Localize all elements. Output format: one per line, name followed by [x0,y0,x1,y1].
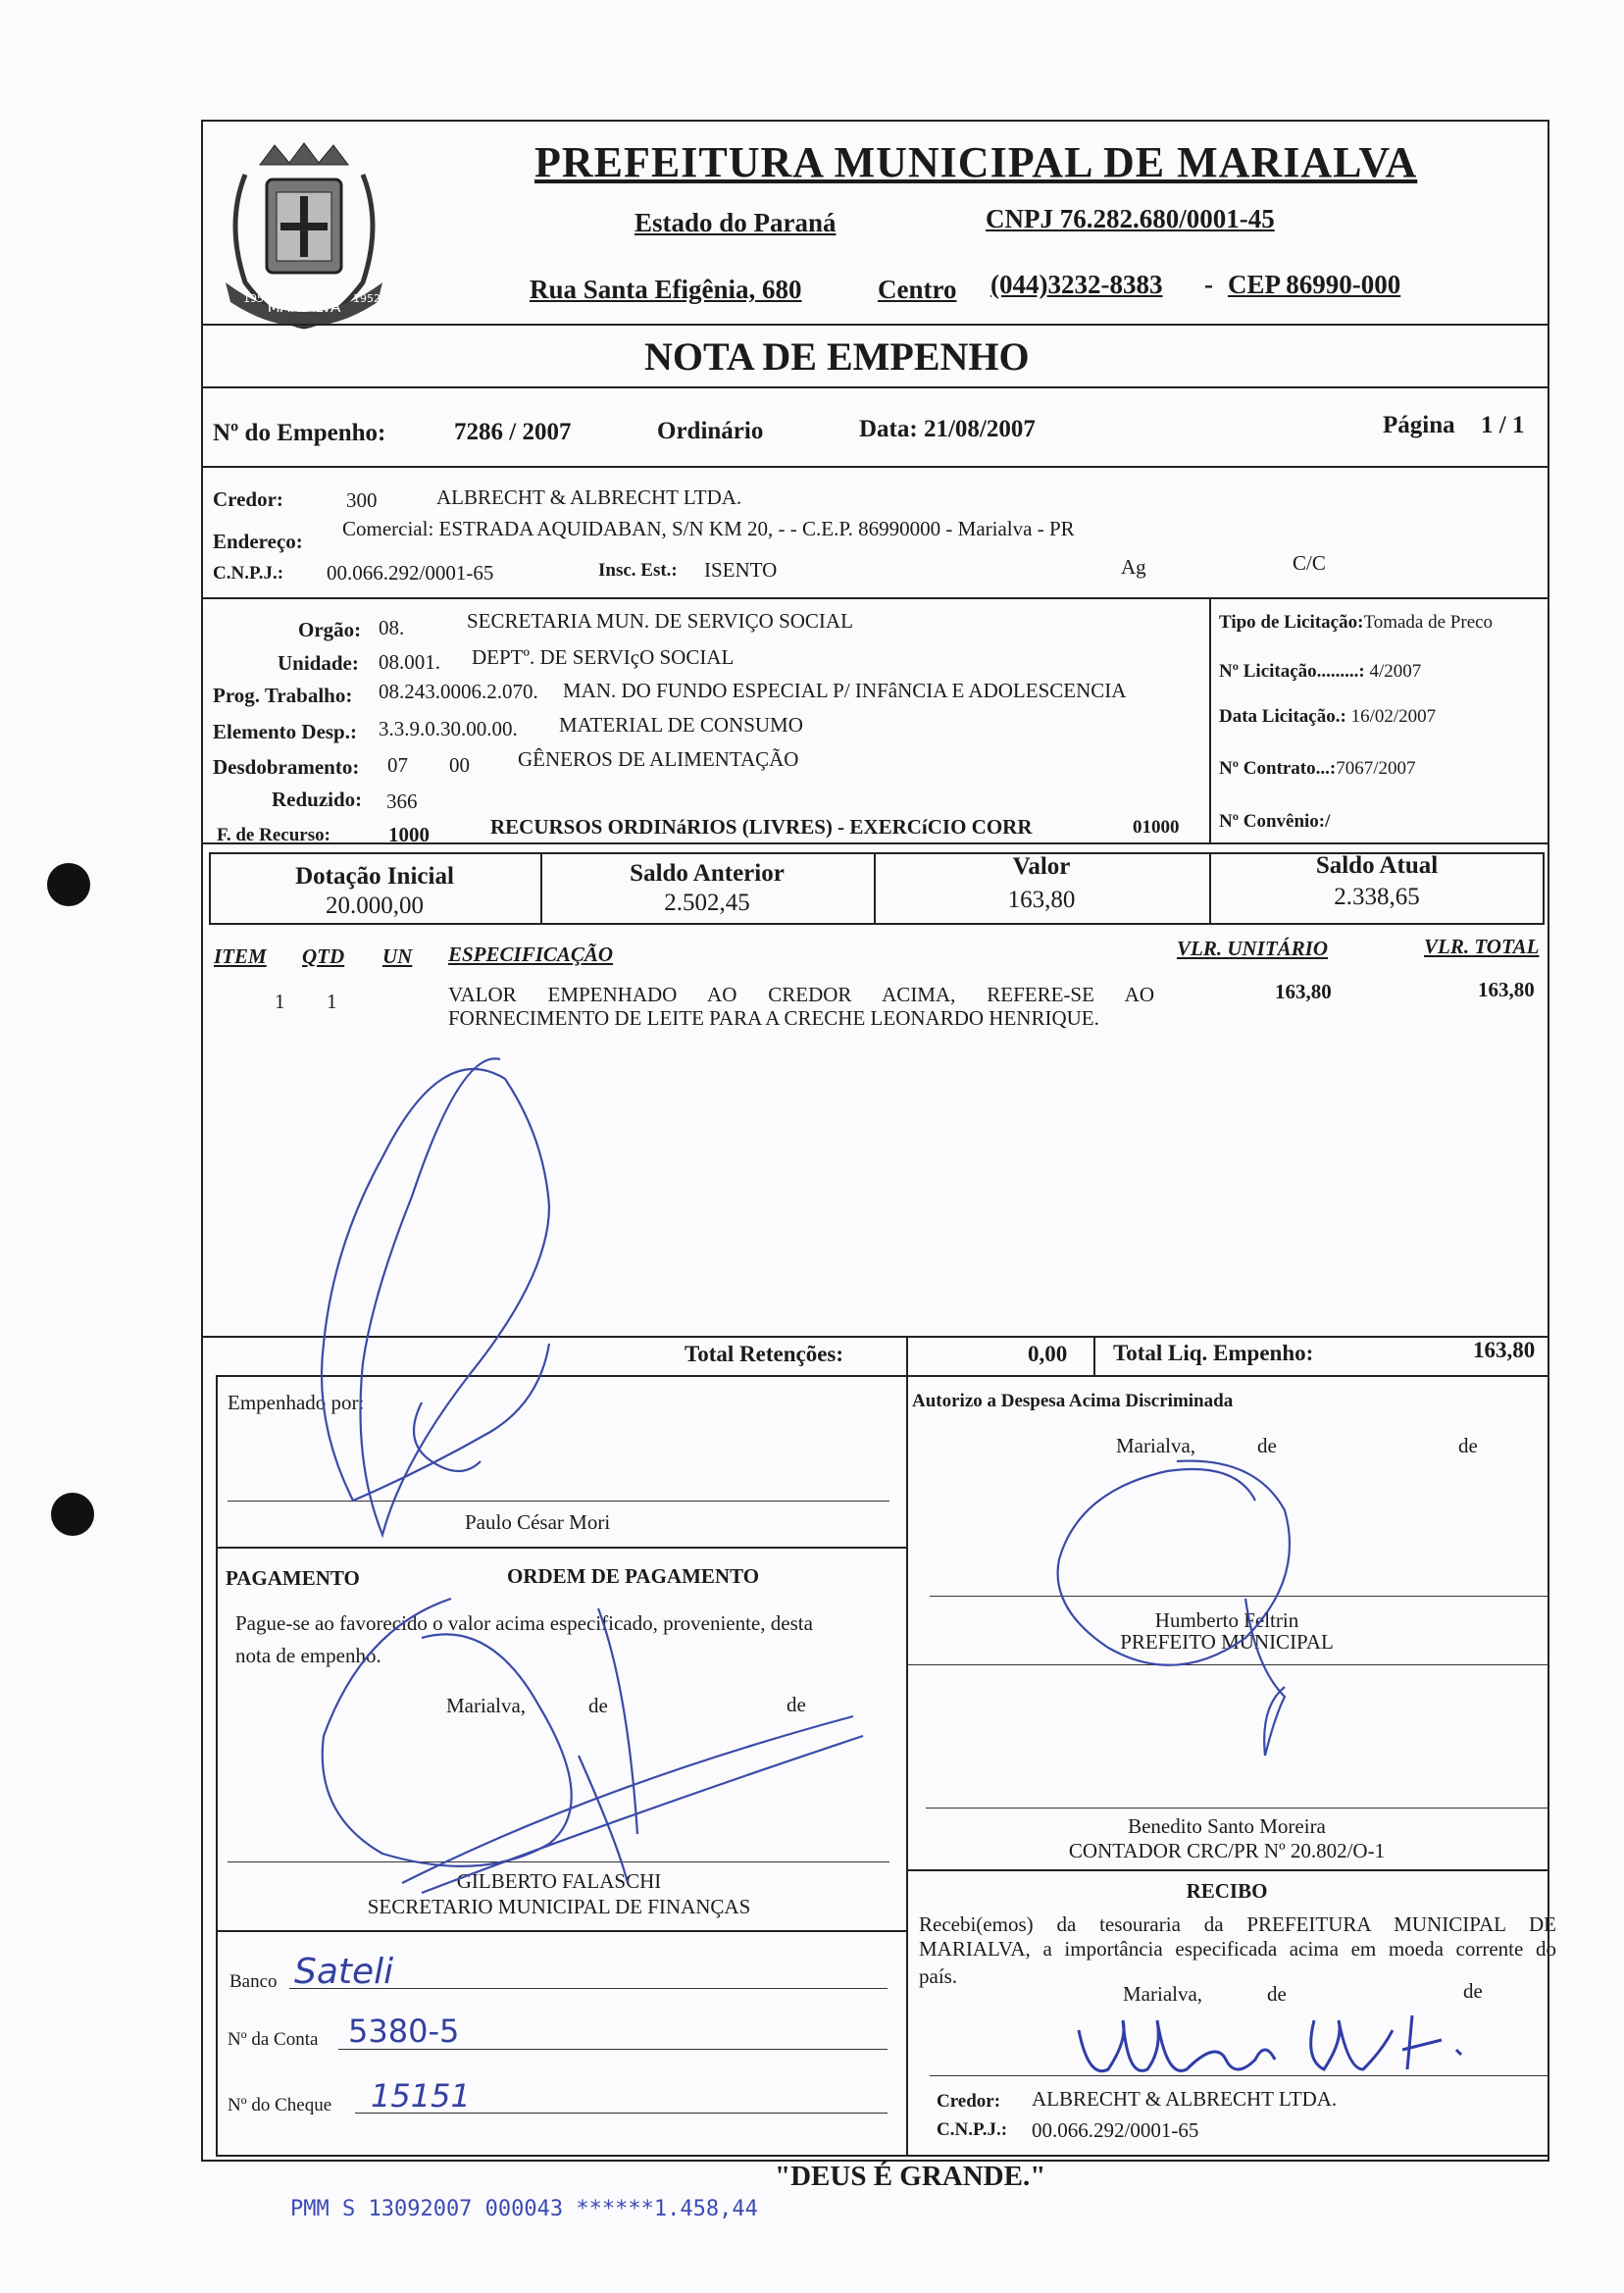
covenant-label: Nº Convênio:/ [1219,811,1331,832]
binder-hole-top [47,863,90,906]
unidade-label: Unidade: [278,651,359,675]
svg-text:MARIALVA: MARIALVA [267,298,341,316]
authorization-label: Autorizo a Despesa Acima Discriminada [912,1391,1234,1411]
binder-hole-bottom [51,1493,94,1536]
desdobramento-name: GÊNEROS DE ALIMENTAÇÃO [518,747,799,771]
cep-label: CEP 86990-000 [1228,270,1401,299]
committed-by-label: Empenhado por: [228,1391,365,1414]
address-label: Endereço: [213,530,303,553]
element-code: 3.3.9.0.30.00.00. [379,717,518,740]
receipt-de1: de [1267,1982,1287,2006]
receipt-creditor-label: Credor: [937,2091,1001,2112]
withholdings-value: 0,00 [1028,1342,1068,1366]
phone-label: (044)3232-8383 [990,270,1163,299]
receipt-text-line2: MARIALVA, a importância especificada acima em moeda corrente do [919,1937,1556,1961]
item-qty: 1 [327,990,337,1013]
mayor-name: Humberto Feltrin [1154,1608,1299,1632]
net-total-label: Total Liq. Empenho: [1113,1341,1314,1365]
account-number-label: Nº da Conta [228,2029,319,2050]
desdobramento-b: 00 [449,753,470,777]
payment-order-label: ORDEM DE PAGAMENTO [507,1564,760,1588]
amount-value: 163,80 [1007,887,1076,913]
cnpj-field-label: C.N.P.J.: [213,563,284,584]
bid-number-label: Nº Licitação.........: 4/2007 [1219,661,1422,682]
unidade-code: 08.001. [379,650,440,674]
page-label: Página [1383,412,1455,438]
desdobramento-label: Desdobramento: [213,755,360,779]
initial-allocation-label: Dotação Inicial [295,863,454,890]
payment-text-line1: Pague-se ao favorecido o valor acima especificado, proveniente, desta [235,1611,813,1635]
empenho-number: 7286 / 2007 [454,419,572,445]
payment-text-line2: nota de empenho. [235,1644,381,1667]
orgao-code: 08. [379,616,405,639]
document-title: NOTA DE EMPENHO [644,334,1030,379]
dash-separator: - [1204,270,1213,299]
current-balance-value: 2.338,65 [1334,884,1420,910]
recurso-number: 01000 [1133,817,1180,838]
authorization-de2: de [1458,1434,1478,1457]
net-total-value: 163,80 [1473,1338,1536,1362]
municipal-seal-icon [206,135,402,331]
empenho-number-label: Nº do Empenho: [213,420,386,446]
initial-allocation-value: 20.000,00 [326,892,424,919]
check-number-label: Nº do Cheque [228,2095,332,2115]
state-registration-label: Insc. Est.: [598,560,678,581]
recurso-code: 1000 [388,823,430,846]
payment-stamp: PMM S 13092007 000043 ******1.458,44 [290,2197,758,2221]
committed-by-name: Paulo César Mori [465,1510,611,1534]
items-header-qty: QTD [302,944,345,968]
receipt-text-line1: Recebi(emos) da tesouraria da PREFEITURA MUNICIPAL DE [919,1912,1556,1936]
state-registration: ISENTO [704,558,778,582]
bid-type-label: Tipo de Licitação:Tomada de Preco [1219,612,1494,633]
creditor-label: Credor: [213,487,283,511]
svg-text:1951: 1951 [243,292,271,305]
agency-label: Ag [1121,555,1146,579]
creditor-code: 300 [346,488,378,512]
empenho-date: Data: 21/08/2007 [859,416,1036,442]
payment-de2: de [787,1693,806,1716]
payment-de1: de [588,1694,608,1717]
district-label: Centro [878,275,957,304]
previous-balance-label: Saldo Anterior [630,860,785,887]
creditor-cnpj: 00.066.292/0001-65 [327,561,494,585]
items-header-unit: UN [382,944,413,968]
svg-text:1952: 1952 [353,292,381,305]
contract-number-label: Nº Contrato...:7067/2007 [1219,758,1416,779]
element-label: Elemento Desp.: [213,720,357,743]
bank-label: Banco [229,1971,278,1992]
authorization-city: Marialva, [1116,1434,1196,1457]
receipt-cnpj: 00.066.292/0001-65 [1032,2118,1199,2142]
check-number-value: 15151 [371,2077,471,2115]
finance-secretary-name: GILBERTO FALASCHI [456,1869,662,1893]
previous-balance-value: 2.502,45 [664,890,750,916]
accountant-title: CONTADOR CRC/PR Nº 20.802/O-1 [1068,1839,1386,1862]
state-label: Estado do Paraná [634,208,837,237]
orgao-label: Orgão: [298,618,362,641]
street-address: Rua Santa Efigênia, 680 [530,275,802,304]
items-header-total: VLR. TOTAL [1424,935,1540,958]
item-number: 1 [275,990,285,1013]
element-name: MATERIAL DE CONSUMO [559,713,803,737]
creditor-address: Comercial: ESTRADA AQUIDABAN, S/N KM 20, - - C.E.P. 86990000 - Marialva - PR [342,517,1075,540]
receipt-title: RECIBO [1186,1879,1268,1903]
lower-left-border [216,1375,218,2155]
finance-secretary-title: SECRETARIO MUNICIPAL DE FINANÇAS [367,1895,751,1918]
items-header-item: ITEM [214,944,267,968]
prog-label: Prog. Trabalho: [213,684,353,707]
city-hall-title: PREFEITURA MUNICIPAL DE MARIALVA [534,138,1418,186]
empenho-type: Ordinário [657,418,764,444]
item-spec-line2: FORNECIMENTO DE LEITE PARA A CRECHE LEONARDO HENRIQUE. [448,1006,1099,1030]
payment-label: PAGAMENTO [226,1566,360,1590]
items-header-spec: ESPECIFICAÇÃO [448,943,614,966]
amount-label: Valor [1012,853,1071,880]
receipt-text-line3: país. [919,1964,958,1988]
creditor-name: ALBRECHT & ALBRECHT LTDA. [436,485,742,509]
recurso-label: F. de Recurso: [217,825,330,845]
reduzido-label: Reduzido: [272,788,363,811]
unidade-name: DEPTº. DE SERVIçO SOCIAL [472,645,735,669]
prog-code: 08.243.0006.2.070. [379,680,538,703]
item-unit-price: 163,80 [1275,980,1332,1003]
item-total: 163,80 [1478,978,1535,1001]
page-number: 1 / 1 [1481,412,1525,438]
items-header-unit-price: VLR. UNITÁRIO [1177,937,1329,960]
account-number-value: 5380-5 [348,2013,460,2050]
current-balance-label: Saldo Atual [1315,852,1439,879]
receipt-cnpj-label: C.N.P.J.: [937,2119,1008,2140]
prog-name: MAN. DO FUNDO ESPECIAL P/ INFâNCIA E ADOLESCENCIA [563,679,1127,702]
cnpj-label: CNPJ 76.282.680/0001-45 [986,204,1275,233]
reduzido-value: 366 [386,790,418,813]
withholdings-label: Total Retenções: [685,1342,844,1366]
item-spec-line1: VALOR EMPENHADO AO CREDOR ACIMA, REFERE-SE AO [448,983,1154,1006]
recurso-name: RECURSOS ORDINáRIOS (LIVRES) - EXERCíCIO CORR [490,815,1033,839]
receipt-city: Marialva, [1123,1982,1203,2006]
bid-date-label: Data Licitação.: 16/02/2007 [1219,706,1437,727]
orgao-name: SECRETARIA MUN. DE SERVIÇO SOCIAL [467,609,853,633]
payment-city: Marialva, [446,1694,527,1717]
account-label: C/C [1293,551,1326,575]
motto: "DEUS É GRANDE." [775,2161,1046,2192]
mayor-title: PREFEITO MUNICIPAL [1120,1630,1334,1654]
bank-value: Sateli [294,1952,394,1992]
accountant-name: Benedito Santo Moreira [1128,1814,1326,1838]
receipt-creditor-name: ALBRECHT & ALBRECHT LTDA. [1032,2087,1338,2111]
desdobramento-a: 07 [387,753,408,777]
authorization-de1: de [1257,1434,1277,1457]
receipt-de2: de [1463,1979,1483,2003]
